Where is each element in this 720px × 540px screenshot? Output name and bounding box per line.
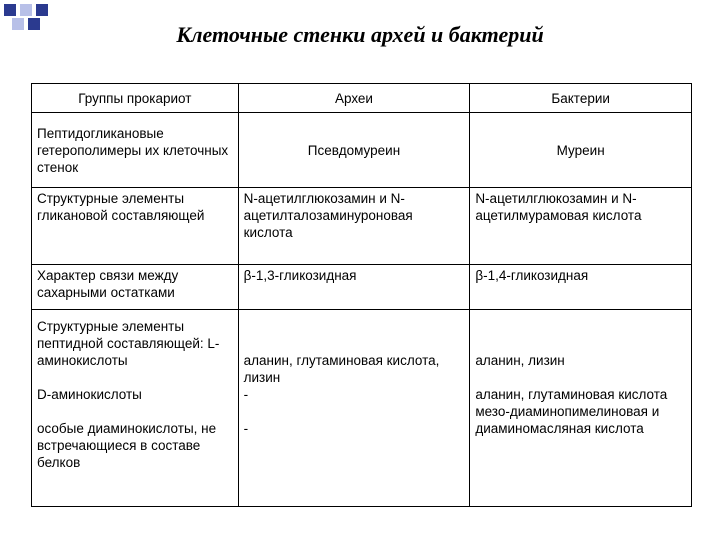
table-row [32, 265, 692, 310]
archaea-d-amino: - [243, 387, 249, 402]
header-cell: Археи [238, 84, 470, 113]
bacteria-cell: N-ацетилглюкозамин и N-ацетилмурамовая кислота [470, 188, 692, 265]
row-label: Пептидогликановые гетерополимеры их клеточных стенок [32, 113, 239, 188]
label-peptide-d: D-аминокислоты [37, 387, 142, 402]
archaea-cell: N-ацетилглюкозамин и N-ацетилталозаминуроновая кислота [238, 188, 470, 265]
row-label: Структурные элементы гликановой составляющей [32, 188, 239, 265]
table-row [32, 310, 692, 507]
bacteria-cell: β-1,4-гликозидная [470, 265, 692, 310]
header-cell: Бактерии [470, 84, 692, 113]
archaea-cell: Псевдомуреин [238, 113, 470, 188]
archaea-l-amino: аланин, глутаминовая кислота, лизин [243, 353, 440, 385]
header-cell: Группы прокариот [32, 84, 239, 113]
deco-square [36, 4, 48, 16]
archaea-cell [238, 310, 470, 507]
deco-square [4, 4, 16, 16]
bacteria-cell: Муреин [470, 113, 692, 188]
table-row [32, 113, 692, 188]
bacteria-special: мезо-диаминопимелиновая и диаминомасляная кислота [475, 404, 660, 436]
deco-square [20, 4, 32, 16]
bacteria-cell [470, 310, 692, 507]
archaea-special: - [243, 421, 249, 436]
archaea-cell: β-1,3-гликозидная [238, 265, 470, 310]
label-peptide-special: особые диаминокислоты, не встречающиеся в составе белков [37, 421, 217, 470]
row-label [32, 310, 239, 507]
table-row [32, 188, 692, 265]
label-peptide-l: Структурные элементы пептидной составляющей: L-аминокислоты [37, 319, 220, 368]
row-label: Характер связи между сахарными остатками [32, 265, 239, 310]
bacteria-d-amino: аланин, глутаминовая кислота [475, 387, 668, 402]
table-header-row [32, 84, 692, 113]
bacteria-l-amino: аланин, лизин [475, 353, 565, 368]
comparison-table [31, 83, 692, 507]
page-title: Клеточные стенки архей и бактерий [176, 22, 544, 47]
